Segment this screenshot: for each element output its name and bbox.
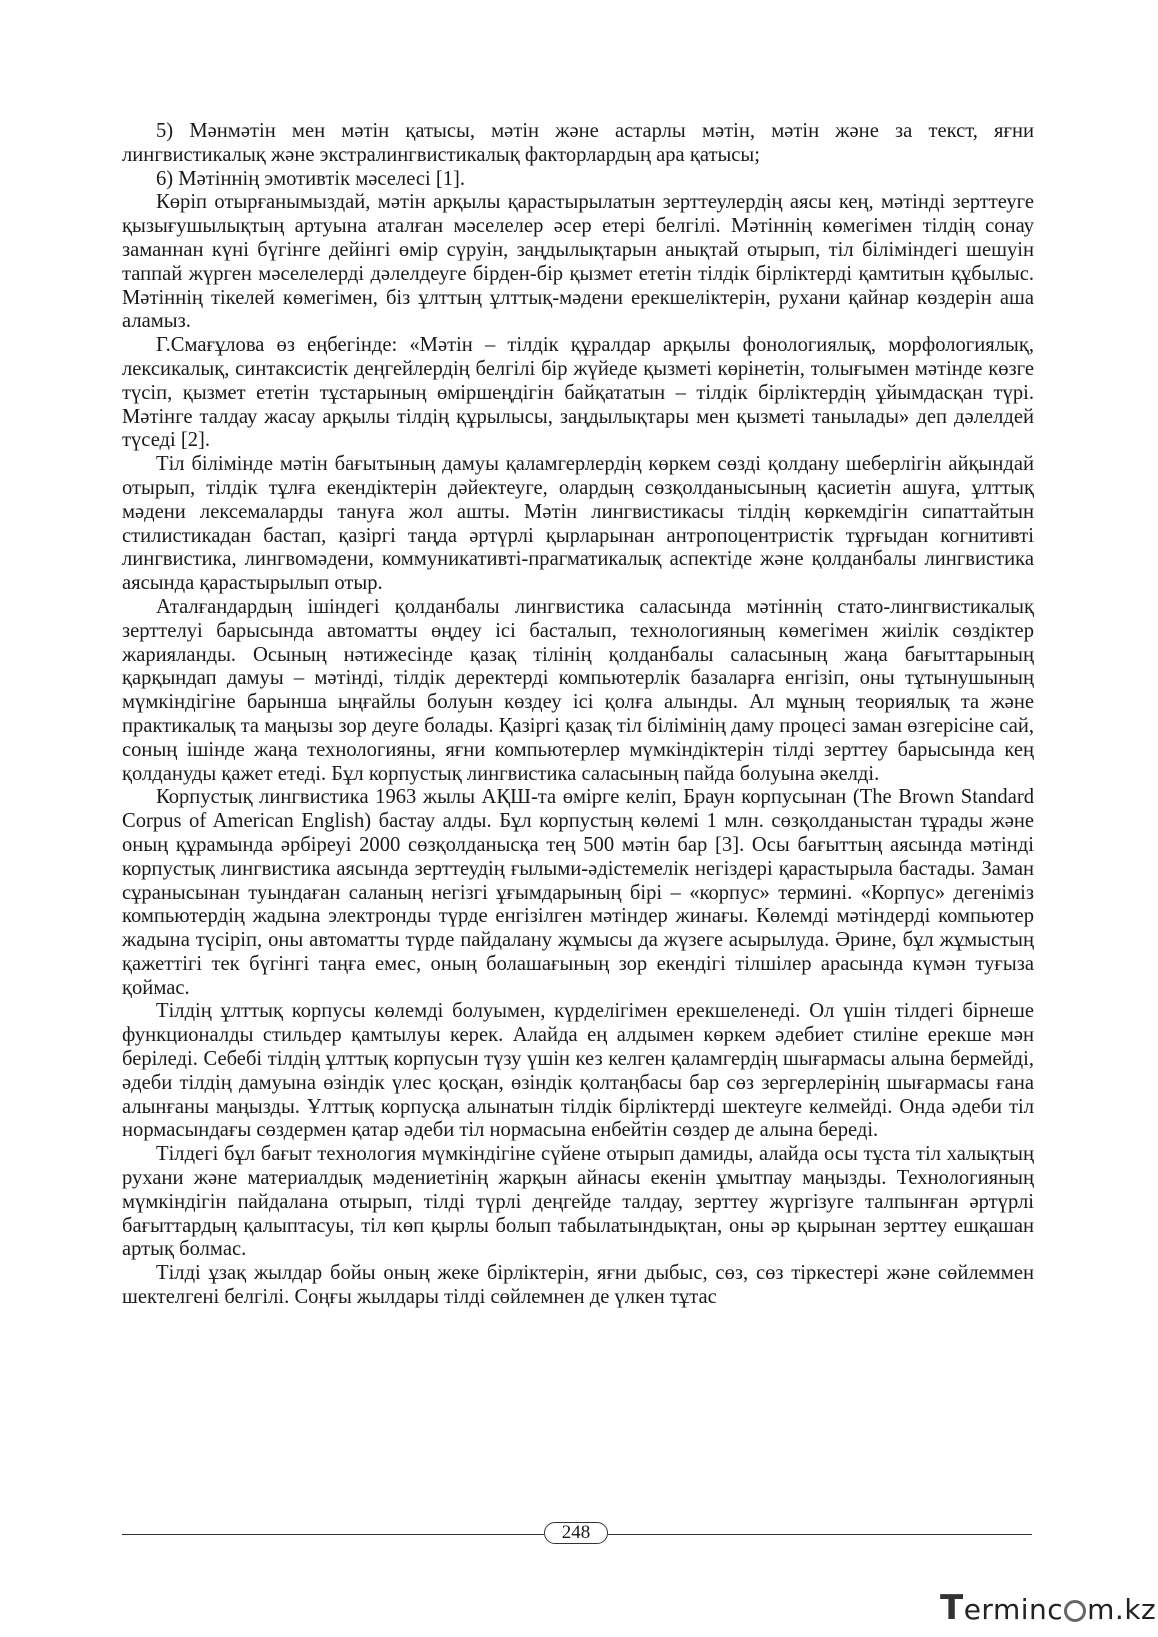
paragraph-language-units: Тілді ұзақ жылдар бойы оның жеке бірліктерін, яғни дыбыс, сөз, сөз тіркестері және сөйлеммен шектелгені белгілі. Соңғы жылдары тілді сөйлемнен де үлкен тұтас xyxy=(122,1262,1034,1309)
paragraph-national-corpus: Тілдің ұлттық корпусы көлемді болуымен, күрделігімен ерекшеленеді. Ол үшін тілдегі бірнеше функционалды стильдер қамтылуы керек. Алайда ең алдымен көркем әдебиет стиліне ерекше мән беріледі. Себебі тілдің ұлттық корпусын түзу үшін кез келген қаламгердің шығармасы алына бермейді, әдеби тілдің дамуына өзіндік үлес қосқан, өзіндік қолтаңбасы бар сөз зергерлерінің шығармасы ғана алынғаны маңызды. Ұлттық корпусқа алынатын тілдік бірліктерді шектеуге келмейді. Онда әдеби тіл нормасындағы сөздермен қатар әдеби тіл нормасына енбейтін сөздер де алына береді. xyxy=(122,1000,1034,1142)
paragraph-text-study-scope: Көріп отырғанымыздай, мәтін арқылы қарастырылатын зерттеулердің аясы кең, мәтінді зерттеуге қызығушылықтың артуына аталған мәселелер әсер етері белгілі. Мәтіннің көмегімен тілдің сонау заманнан күні бүгінге дейінгі өмір сүруін, заңдылықтарын анықтай отырып, тіл біліміндегі шешуін таппай жүрген мәселелерді дәлелдеуге бірден-бір қызмет ететін тілдік бірліктерді қамтитын құбылыс. Мәтіннің тікелей көмегімен, біз ұлттың ұлттық-мәдени ерекшеліктерін, рухани қайнар көздерін аша аламыз. xyxy=(122,191,1034,333)
watermark-circle-icon xyxy=(1064,1600,1086,1622)
page-body xyxy=(122,120,1034,1310)
watermark-text-mkz: m.kz xyxy=(1087,1593,1157,1626)
watermark-text-erminc: erminc xyxy=(963,1593,1064,1626)
paragraph-smagulova-quote: Г.Смағұлова өз еңбегінде: «Мәтін – тілдік құралдар арқылы фонологиялық, морфологиялық, лексикалық, синтаксистік деңгейлердің белгілі бір жүйеде қызметі көрінетін, толығымен мәтінде көзге түсіп, қызмет ететін тұстарының өміршеңдігін байқататын – тілдік бірліктердің ұйымдасқан түрі. Мәтінге талдау жасау арқылы тілдің құрылысы, заңдылықтары мен қызметі танылады» деп дәлелдей түседі [2]. xyxy=(122,334,1034,452)
watermark-letter-t: T xyxy=(940,1588,964,1628)
paragraph-corpus-linguistics: Корпустық лингвистика 1963 жылы АҚШ-та өмірге келіп, Браун корпусынан (The Brown Standard Corpus of American English) бастау алды. Бұл корпустың көлемі 1 млн. сөзқолданыстан тұрады және оның құрамында әрбіреуі 2000 сөзқолданысқа тең 500 мәтін бар [3]. Осы бағыттың аясында мәтінді корпустық лингвистика аясында зерттеудің ғылыми-әдістемелік негіздері қарастырыла бастады. Заман сұранысынан туындаған саланың негізгі ұғымдарының бірі – «корпус» термині. «Корпус» дегеніміз компьютердің жадына электронды түрде енгізілген мәтіндер жинағы. Көлемді мәтіндерді компьютер жадына түсіріп, оны автоматты түрде пайдалану жұмысы да жүзеге асырылуда. Әрине, бұл жұмыстың қажеттігі тек бүгінгі таңға емес, оның болашағының зор екендігі тілшілер арасында күмән туғыза қоймас. xyxy=(122,786,1034,999)
termincom-watermark-logo xyxy=(940,1588,1157,1628)
paragraph-technology-direction: Тілдегі бұл бағыт технология мүмкіндігіне сүйене отырып дамиды, алайда осы тұста тіл халықтың рухани және материалдық мәдениетінің жарқын айнасы екенін ұмытпау маңызды. Технологияның мүмкіндігін пайдалана отырып, тілді түрлі деңгейде талдау, зерттеу жүргізуге талпынған әртүрлі бағыттардың қалыптасуы, тіл көп қырлы болып табылатындықтан, оны әр қырынан зерттеу ешқашан артық болмас. xyxy=(122,1143,1034,1261)
paragraph-text-linguistics: Тіл білімінде мәтін бағытының дамуы қаламгерлердің көркем сөзді қолдану шеберлігін айқындай отырып, тілдік тұлға екендіктерін дәйектеуге, олардың сөзқолданысының қасиетін ашуға, ұлттық мәдени лексемаларды тануға жол ашты. Мәтін лингвистикасы тілдің көркемдігін сипаттайтын стилистикадан бастап, қазіргі таңда әртүрлі қырларынан антропоцентристік тұрғыдан когнитивті лингвистика, лингвомәдени, коммуникативті-прагматикалық аспектіде және қолданбалы лингвистика аясында қарастырылып отыр. xyxy=(122,453,1034,595)
footer-rule-left xyxy=(122,1534,544,1535)
paragraph-applied-linguistics: Аталғандардың ішіндегі қолданбалы лингвистика саласында мәтіннің стато-лингвистикалық зерттелуі барысында автоматты өңдеу ісі басталып, технологияның көмегімен жиілік сөздіктер жарияланды. Осының нәтижесінде қазақ тілінің қолданбалы саласының жаңа бағыттарының қарқындап дамуы – мәтінді, тілдік деректерді компьютерлік базаларға енгізіп, оны тұтынушының мүмкіндігіне барынша ыңғайлы болуын көздеу ісі қолға алынды. Ал мұның теориялық та және практикалық та маңызы зор деуге болады. Қазіргі қазақ тіл білімінің даму процесі заман өзгерісіне сай, соның ішінде жаңа технологияны, яғни компьютерлер мүмкіндіктерін тілді зерттеу барысында кең қолдануды қажет етеді. Бұл корпустық лингвистика саласының пайда болуына әкелді. xyxy=(122,595,1034,785)
footer-rule-right xyxy=(608,1534,1032,1535)
paragraph-list-item-5: 5) Мәнмәтін мен мәтін қатысы, мәтін және астарлы мәтін, мәтін және за текст, яғни лингвистикалық және экстралингвистикалық факторлардың ара қатысы; xyxy=(122,120,1034,166)
paragraph-list-item-6: 6) Мәтіннің эмотивтік мәселесі [1]. xyxy=(156,167,466,190)
page-number: 248 xyxy=(544,1522,608,1544)
